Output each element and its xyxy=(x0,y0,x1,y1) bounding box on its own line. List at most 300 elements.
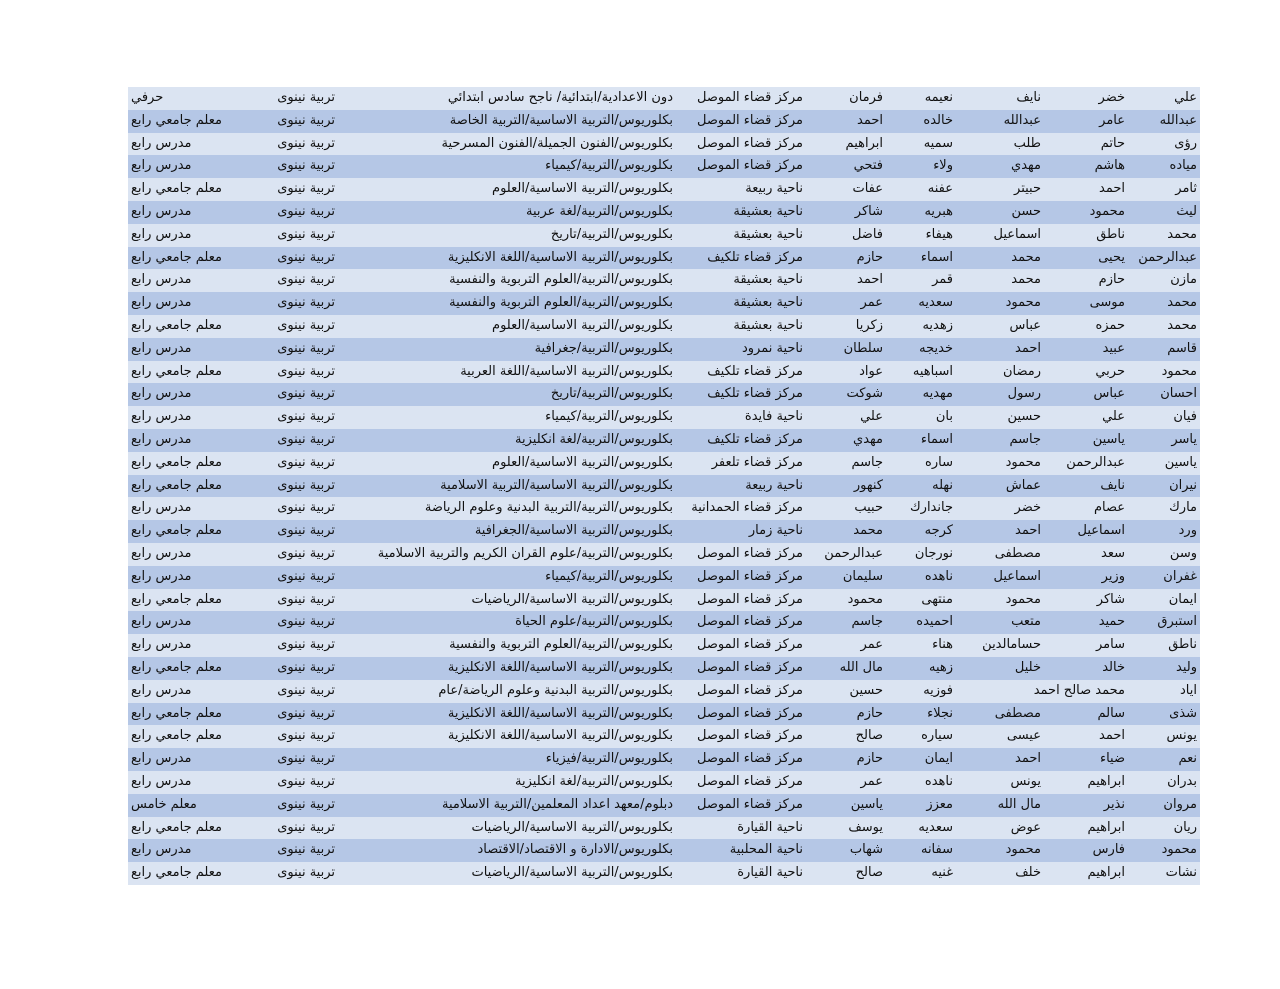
cell-location: ناحية بعشيقة xyxy=(676,292,806,315)
cell-job-title: معلم جامعي رابع xyxy=(128,703,256,726)
cell-department: تربية نينوى xyxy=(256,748,338,771)
cell-department: تربية نينوى xyxy=(256,497,338,520)
cell-grandfather-name: محمود xyxy=(956,292,1044,315)
cell-location: مركز قضاء تلكيف xyxy=(676,361,806,384)
cell-father-name: يحيى xyxy=(1044,247,1128,270)
cell-department: تربية نينوى xyxy=(256,839,338,862)
cell-job-title: مدرس رابع xyxy=(128,201,256,224)
cell-grandfather-name: طلب xyxy=(956,133,1044,156)
cell-location: ناحية المحلبية xyxy=(676,839,806,862)
table-row xyxy=(128,475,1200,498)
cell-department: تربية نينوى xyxy=(256,201,338,224)
cell-grandfather-name: حسامالدين xyxy=(956,634,1044,657)
cell-department: تربية نينوى xyxy=(256,247,338,270)
cell-job-title: مدرس رابع xyxy=(128,292,256,315)
cell-location: مركز قضاء تلعفر xyxy=(676,452,806,475)
cell-mother-father-name: فرمان xyxy=(806,87,886,110)
table-row xyxy=(128,703,1200,726)
cell-qualification: دون الاعدادية/ابتدائية/ ناجح سادس ابتدائي xyxy=(338,87,676,110)
cell-location: مركز قضاء الموصل xyxy=(676,611,806,634)
cell-qualification: بكلوريوس/التربية/كيمياء xyxy=(338,566,676,589)
cell-grandfather-name: خلف xyxy=(956,862,1044,885)
cell-location: مركز قضاء الموصل xyxy=(676,543,806,566)
table-row xyxy=(128,680,1200,703)
cell-department: تربية نينوى xyxy=(256,725,338,748)
cell-qualification: بكلوريوس/الفنون الجميلة/الفنون المسرحية xyxy=(338,133,676,156)
table-row xyxy=(128,657,1200,680)
cell-grandfather-name: رسول xyxy=(956,383,1044,406)
cell-mother-father-name: مهدي xyxy=(806,429,886,452)
cell-department: تربية نينوى xyxy=(256,361,338,384)
cell-job-title: معلم جامعي رابع xyxy=(128,520,256,543)
cell-department: تربية نينوى xyxy=(256,292,338,315)
cell-grandfather-name: خضر xyxy=(956,497,1044,520)
cell-qualification: بكلوريوس/التربية/تاريخ xyxy=(338,224,676,247)
cell-first-name: يونس xyxy=(1128,725,1200,748)
cell-job-title: مدرس رابع xyxy=(128,497,256,520)
cell-mother-name: اسباهيه xyxy=(886,361,956,384)
cell-qualification: بكلوريوس/التربية/العلوم التربوية والنفسية xyxy=(338,292,676,315)
cell-first-name: نشات xyxy=(1128,862,1200,885)
cell-qualification: بكلوريوس/التربية الاساسية/الجغرافية xyxy=(338,520,676,543)
cell-job-title: مدرس رابع xyxy=(128,839,256,862)
cell-grandfather-name: احمد xyxy=(956,748,1044,771)
cell-location: ناحية ربيعة xyxy=(676,475,806,498)
cell-father-name: ابراهيم xyxy=(1044,862,1128,885)
cell-mother-father-name: زكريا xyxy=(806,315,886,338)
cell-qualification: بكلوريوس/التربية/علوم القران الكريم والتربية الاسلامية xyxy=(338,543,676,566)
cell-first-name: مياده xyxy=(1128,155,1200,178)
cell-mother-name: كرجه xyxy=(886,520,956,543)
cell-qualification: بكلوريوس/التربية/العلوم التربوية والنفسية xyxy=(338,634,676,657)
cell-father-name: اسماعيل xyxy=(1044,520,1128,543)
cell-first-name: قاسم xyxy=(1128,338,1200,361)
cell-department: تربية نينوى xyxy=(256,520,338,543)
cell-grandfather-name: متعب xyxy=(956,611,1044,634)
cell-first-name: ريان xyxy=(1128,817,1200,840)
table-row xyxy=(128,611,1200,634)
cell-location: مركز قضاء الموصل xyxy=(676,794,806,817)
cell-grandfather-name: عبدالله xyxy=(956,110,1044,133)
cell-father-name: سامر xyxy=(1044,634,1128,657)
cell-mother-father-name: فاضل xyxy=(806,224,886,247)
cell-qualification: بكلوريوس/التربية الاساسية/اللغة الانكليزية xyxy=(338,247,676,270)
cell-first-name: اياد xyxy=(1128,680,1200,703)
cell-mother-father-name: محمد xyxy=(806,520,886,543)
cell-job-title: معلم جامعي رابع xyxy=(128,452,256,475)
cell-department: تربية نينوى xyxy=(256,429,338,452)
cell-job-title: مدرس رابع xyxy=(128,771,256,794)
cell-location: مركز قضاء الموصل xyxy=(676,589,806,612)
table-row xyxy=(128,247,1200,270)
cell-location: ناحية ربيعة xyxy=(676,178,806,201)
cell-first-name: ورد xyxy=(1128,520,1200,543)
cell-mother-father-name: عمر xyxy=(806,292,886,315)
cell-job-title: مدرس رابع xyxy=(128,224,256,247)
cell-job-title: معلم جامعي رابع xyxy=(128,361,256,384)
cell-mother-name: ناهده xyxy=(886,566,956,589)
cell-location: مركز قضاء الموصل xyxy=(676,110,806,133)
cell-first-name: مارك xyxy=(1128,497,1200,520)
cell-grandfather-name: حبيتر xyxy=(956,178,1044,201)
cell-mother-name: جاندارك xyxy=(886,497,956,520)
cell-mother-name: اسماء xyxy=(886,247,956,270)
table-row xyxy=(128,155,1200,178)
cell-mother-name: خالده xyxy=(886,110,956,133)
cell-mother-father-name: علي xyxy=(806,406,886,429)
cell-mother-name: سميه xyxy=(886,133,956,156)
cell-location: ناحية بعشيقة xyxy=(676,269,806,292)
table-row xyxy=(128,839,1200,862)
table-row xyxy=(128,429,1200,452)
cell-qualification: بكلوريوس/التربية الاساسية/اللغة الانكليزية xyxy=(338,703,676,726)
cell-first-name: ناطق xyxy=(1128,634,1200,657)
cell-mother-name: منتهى xyxy=(886,589,956,612)
cell-job-title: مدرس رابع xyxy=(128,133,256,156)
cell-location: ناحية فايدة xyxy=(676,406,806,429)
cell-grandfather-name: محمود xyxy=(956,839,1044,862)
cell-qualification: دبلوم/معهد اعداد المعلمين/التربية الاسلامية xyxy=(338,794,676,817)
cell-qualification: بكلوريوس/التربية/لغة انكليزية xyxy=(338,429,676,452)
cell-job-title: معلم جامعي رابع xyxy=(128,475,256,498)
cell-first-name: علي xyxy=(1128,87,1200,110)
cell-job-title: معلم جامعي رابع xyxy=(128,315,256,338)
cell-father-name: خالد xyxy=(1044,657,1128,680)
cell-department: تربية نينوى xyxy=(256,133,338,156)
cell-department: تربية نينوى xyxy=(256,703,338,726)
cell-job-title: مدرس رابع xyxy=(128,748,256,771)
cell-grandfather-name: عباس xyxy=(956,315,1044,338)
cell-location: مركز قضاء تلكيف xyxy=(676,247,806,270)
cell-mother-father-name: جاسم xyxy=(806,611,886,634)
cell-grandfather-name: احمد xyxy=(956,520,1044,543)
cell-grandfather-name: عيسى xyxy=(956,725,1044,748)
cell-department: تربية نينوى xyxy=(256,155,338,178)
cell-mother-father-name: مال الله xyxy=(806,657,886,680)
cell-department: تربية نينوى xyxy=(256,543,338,566)
cell-first-name: محمود xyxy=(1128,839,1200,862)
cell-department: تربية نينوى xyxy=(256,657,338,680)
cell-qualification: بكلوريوس/التربية/لغة عربية xyxy=(338,201,676,224)
cell-mother-father-name: سلطان xyxy=(806,338,886,361)
table-row xyxy=(128,452,1200,475)
cell-qualification: بكلوريوس/التربية الاساسية/اللغة العربية xyxy=(338,361,676,384)
cell-first-name: ياسر xyxy=(1128,429,1200,452)
cell-qualification: بكلوريوس/الادارة و الاقتصاد/الاقتصاد xyxy=(338,839,676,862)
cell-mother-name: هناء xyxy=(886,634,956,657)
cell-department: تربية نينوى xyxy=(256,589,338,612)
cell-location: مركز قضاء الموصل xyxy=(676,703,806,726)
cell-father-name: نايف xyxy=(1044,475,1128,498)
cell-father-name: سعد xyxy=(1044,543,1128,566)
cell-father-name: نذير xyxy=(1044,794,1128,817)
cell-mother-father-name: عمر xyxy=(806,771,886,794)
table-row xyxy=(128,725,1200,748)
cell-father-name: محمود xyxy=(1044,201,1128,224)
cell-mother-father-name: حازم xyxy=(806,703,886,726)
cell-job-title: مدرس رابع xyxy=(128,269,256,292)
cell-department: تربية نينوى xyxy=(256,566,338,589)
cell-mother-father-name: كنهور xyxy=(806,475,886,498)
cell-first-name: محمود xyxy=(1128,361,1200,384)
cell-grandfather-name: محمود xyxy=(956,589,1044,612)
cell-mother-name: نجلاء xyxy=(886,703,956,726)
table-row xyxy=(128,110,1200,133)
cell-qualification: بكلوريوس/التربية/التربية البدنية وعلوم الرياضة xyxy=(338,497,676,520)
cell-qualification: بكلوريوس/التربية/العلوم التربوية والنفسية xyxy=(338,269,676,292)
cell-location: مركز قضاء الموصل xyxy=(676,725,806,748)
cell-qualification: بكلوريوس/التربية الاساسية/الرياضيات xyxy=(338,862,676,885)
cell-qualification: بكلوريوس/التربية الاساسية/اللغة الانكليزية xyxy=(338,725,676,748)
cell-department: تربية نينوى xyxy=(256,315,338,338)
cell-location: مركز قضاء الموصل xyxy=(676,748,806,771)
cell-department: تربية نينوى xyxy=(256,406,338,429)
cell-first-name: نعم xyxy=(1128,748,1200,771)
cell-qualification: بكلوريوس/التربية/علوم الحياة xyxy=(338,611,676,634)
cell-job-title: مدرس رابع xyxy=(128,634,256,657)
cell-father-name: احمد xyxy=(1044,725,1128,748)
cell-mother-father-name: فتحي xyxy=(806,155,886,178)
cell-mother-name: ايمان xyxy=(886,748,956,771)
cell-first-name: مروان xyxy=(1128,794,1200,817)
cell-grandfather-name: عماش xyxy=(956,475,1044,498)
cell-department: تربية نينوى xyxy=(256,817,338,840)
cell-first-name: غفران xyxy=(1128,566,1200,589)
cell-job-title: معلم جامعي رابع xyxy=(128,110,256,133)
cell-first-name: رؤى xyxy=(1128,133,1200,156)
cell-job-title: مدرس رابع xyxy=(128,680,256,703)
cell-first-name: محمد xyxy=(1128,292,1200,315)
cell-mother-name: عفنه xyxy=(886,178,956,201)
table-row xyxy=(128,133,1200,156)
cell-qualification: بكلوريوس/التربية الاساسية/الرياضيات xyxy=(338,817,676,840)
table-row xyxy=(128,794,1200,817)
cell-grandfather-name: مصطفى xyxy=(956,703,1044,726)
cell-father-name: خضر xyxy=(1044,87,1128,110)
cell-mother-father-name: صالح xyxy=(806,862,886,885)
cell-department: تربية نينوى xyxy=(256,87,338,110)
cell-department: تربية نينوى xyxy=(256,794,338,817)
cell-mother-name: احميده xyxy=(886,611,956,634)
cell-job-title: معلم جامعي رابع xyxy=(128,862,256,885)
cell-job-title: معلم جامعي رابع xyxy=(128,589,256,612)
cell-mother-father-name: عمر xyxy=(806,634,886,657)
table-row xyxy=(128,178,1200,201)
cell-location: ناحية القيارة xyxy=(676,862,806,885)
cell-grandfather-name: نايف xyxy=(956,87,1044,110)
cell-department: تربية نينوى xyxy=(256,452,338,475)
cell-first-name: محمد xyxy=(1128,315,1200,338)
cell-mother-name: ناهده xyxy=(886,771,956,794)
cell-mother-name: نورجان xyxy=(886,543,956,566)
cell-mother-name: نعيمه xyxy=(886,87,956,110)
cell-qualification: بكلوريوس/التربية/فيزياء xyxy=(338,748,676,771)
table-row xyxy=(128,361,1200,384)
table-row xyxy=(128,269,1200,292)
cell-mother-name: اسماء xyxy=(886,429,956,452)
cell-department: تربية نينوى xyxy=(256,680,338,703)
cell-department: تربية نينوى xyxy=(256,224,338,247)
cell-location: ناحية نمرود xyxy=(676,338,806,361)
cell-father-name: محمد صالح احمد xyxy=(1044,680,1128,703)
cell-mother-father-name: عفات xyxy=(806,178,886,201)
cell-father-name: عامر xyxy=(1044,110,1128,133)
cell-father-name: حميد xyxy=(1044,611,1128,634)
cell-mother-father-name: حازم xyxy=(806,247,886,270)
table-row xyxy=(128,520,1200,543)
cell-location: مركز قضاء الموصل xyxy=(676,680,806,703)
table-row xyxy=(128,87,1200,110)
cell-first-name: عبدالله xyxy=(1128,110,1200,133)
cell-father-name: عصام xyxy=(1044,497,1128,520)
cell-first-name: ثامر xyxy=(1128,178,1200,201)
cell-mother-name: ولاء xyxy=(886,155,956,178)
table-row xyxy=(128,224,1200,247)
cell-qualification: بكلوريوس/التربية الاساسية/العلوم xyxy=(338,178,676,201)
cell-first-name: احسان xyxy=(1128,383,1200,406)
cell-mother-name: غنيه xyxy=(886,862,956,885)
cell-father-name: حازم xyxy=(1044,269,1128,292)
table-row xyxy=(128,292,1200,315)
cell-mother-father-name: عواد xyxy=(806,361,886,384)
cell-job-title: معلم جامعي رابع xyxy=(128,817,256,840)
table-row xyxy=(128,383,1200,406)
cell-location: مركز قضاء الموصل xyxy=(676,657,806,680)
cell-grandfather-name: مصطفى xyxy=(956,543,1044,566)
cell-department: تربية نينوى xyxy=(256,110,338,133)
cell-mother-name: بان xyxy=(886,406,956,429)
cell-job-title: معلم خامس xyxy=(128,794,256,817)
table-row xyxy=(128,817,1200,840)
cell-location: مركز قضاء الموصل xyxy=(676,634,806,657)
cell-father-name: ابراهيم xyxy=(1044,771,1128,794)
cell-mother-father-name: صالح xyxy=(806,725,886,748)
table-row xyxy=(128,862,1200,885)
cell-mother-father-name: عبدالرحمن xyxy=(806,543,886,566)
cell-department: تربية نينوى xyxy=(256,338,338,361)
cell-grandfather-name: اسماعيل xyxy=(956,566,1044,589)
cell-mother-name: زهديه xyxy=(886,315,956,338)
cell-father-name: هاشم xyxy=(1044,155,1128,178)
cell-mother-name: هبريه xyxy=(886,201,956,224)
cell-job-title: مدرس رابع xyxy=(128,566,256,589)
cell-mother-name: قمر xyxy=(886,269,956,292)
cell-grandfather-name: خليل xyxy=(956,657,1044,680)
cell-qualification: بكلوريوس/التربية/لغة انكليزية xyxy=(338,771,676,794)
table-row xyxy=(128,338,1200,361)
cell-father-name: سالم xyxy=(1044,703,1128,726)
cell-department: تربية نينوى xyxy=(256,771,338,794)
cell-mother-name: فوزيه xyxy=(886,680,956,703)
cell-mother-name: سفانه xyxy=(886,839,956,862)
cell-location: مركز قضاء الموصل xyxy=(676,566,806,589)
cell-grandfather-name: يونس xyxy=(956,771,1044,794)
table-row xyxy=(128,406,1200,429)
cell-father-name: حمزه xyxy=(1044,315,1128,338)
cell-grandfather-name: محمد xyxy=(956,247,1044,270)
cell-mother-father-name: احمد xyxy=(806,269,886,292)
cell-first-name: ليث xyxy=(1128,201,1200,224)
cell-grandfather-name: محمد xyxy=(956,269,1044,292)
cell-mother-father-name: حسين xyxy=(806,680,886,703)
cell-grandfather-name: محمود xyxy=(956,452,1044,475)
cell-mother-name: ساره xyxy=(886,452,956,475)
cell-first-name: وليد xyxy=(1128,657,1200,680)
table-row xyxy=(128,748,1200,771)
cell-grandfather-name: مال الله xyxy=(956,794,1044,817)
cell-father-name: وزير xyxy=(1044,566,1128,589)
cell-first-name: نيران xyxy=(1128,475,1200,498)
cell-first-name: ايمان xyxy=(1128,589,1200,612)
cell-location: مركز قضاء الموصل xyxy=(676,771,806,794)
table-row xyxy=(128,543,1200,566)
cell-mother-father-name: سليمان xyxy=(806,566,886,589)
cell-first-name: بدران xyxy=(1128,771,1200,794)
cell-job-title: معلم جامعي رابع xyxy=(128,725,256,748)
cell-location: مركز قضاء الحمدانية xyxy=(676,497,806,520)
cell-grandfather-name: حسين xyxy=(956,406,1044,429)
cell-location: مركز قضاء تلكيف xyxy=(676,383,806,406)
cell-mother-name: سياره xyxy=(886,725,956,748)
cell-qualification: بكلوريوس/التربية/تاريخ xyxy=(338,383,676,406)
cell-mother-father-name: جاسم xyxy=(806,452,886,475)
cell-grandfather-name: مهدي xyxy=(956,155,1044,178)
cell-mother-name: معزز xyxy=(886,794,956,817)
cell-qualification: بكلوريوس/التربية الاساسية/العلوم xyxy=(338,452,676,475)
cell-father-name: فارس xyxy=(1044,839,1128,862)
cell-location: مركز قضاء الموصل xyxy=(676,87,806,110)
cell-qualification: بكلوريوس/التربية الاساسية/الرياضيات xyxy=(338,589,676,612)
cell-grandfather-name: احمد xyxy=(956,338,1044,361)
cell-job-title: حرفي xyxy=(128,87,256,110)
table-row xyxy=(128,771,1200,794)
cell-mother-father-name: حازم xyxy=(806,748,886,771)
cell-job-title: مدرس رابع xyxy=(128,383,256,406)
cell-grandfather-name: جاسم xyxy=(956,429,1044,452)
table-row xyxy=(128,634,1200,657)
cell-location: ناحية زمار xyxy=(676,520,806,543)
cell-first-name: شذى xyxy=(1128,703,1200,726)
cell-grandfather-name: اسماعيل xyxy=(956,224,1044,247)
cell-location: مركز قضاء تلكيف xyxy=(676,429,806,452)
table-row xyxy=(128,315,1200,338)
cell-qualification: بكلوريوس/التربية الاساسية/اللغة الانكليزية xyxy=(338,657,676,680)
cell-department: تربية نينوى xyxy=(256,634,338,657)
cell-job-title: مدرس رابع xyxy=(128,338,256,361)
cell-father-name: ناطق xyxy=(1044,224,1128,247)
cell-location: مركز قضاء الموصل xyxy=(676,155,806,178)
cell-job-title: مدرس رابع xyxy=(128,429,256,452)
cell-grandfather-name xyxy=(956,680,1044,703)
table-row xyxy=(128,201,1200,224)
cell-department: تربية نينوى xyxy=(256,475,338,498)
cell-location: ناحية بعشيقة xyxy=(676,201,806,224)
cell-qualification: بكلوريوس/التربية الاساسية/التربية الخاصة xyxy=(338,110,676,133)
cell-mother-name: نهله xyxy=(886,475,956,498)
cell-father-name: عباس xyxy=(1044,383,1128,406)
cell-mother-father-name: حبيب xyxy=(806,497,886,520)
cell-father-name: موسى xyxy=(1044,292,1128,315)
cell-job-title: مدرس رابع xyxy=(128,543,256,566)
cell-grandfather-name: حسن xyxy=(956,201,1044,224)
cell-department: تربية نينوى xyxy=(256,269,338,292)
cell-mother-name: سعديه xyxy=(886,292,956,315)
cell-qualification: بكلوريوس/التربية الاساسية/العلوم xyxy=(338,315,676,338)
cell-first-name: استبرق xyxy=(1128,611,1200,634)
cell-mother-father-name: يوسف xyxy=(806,817,886,840)
cell-father-name: حربي xyxy=(1044,361,1128,384)
cell-father-name: عبيد xyxy=(1044,338,1128,361)
